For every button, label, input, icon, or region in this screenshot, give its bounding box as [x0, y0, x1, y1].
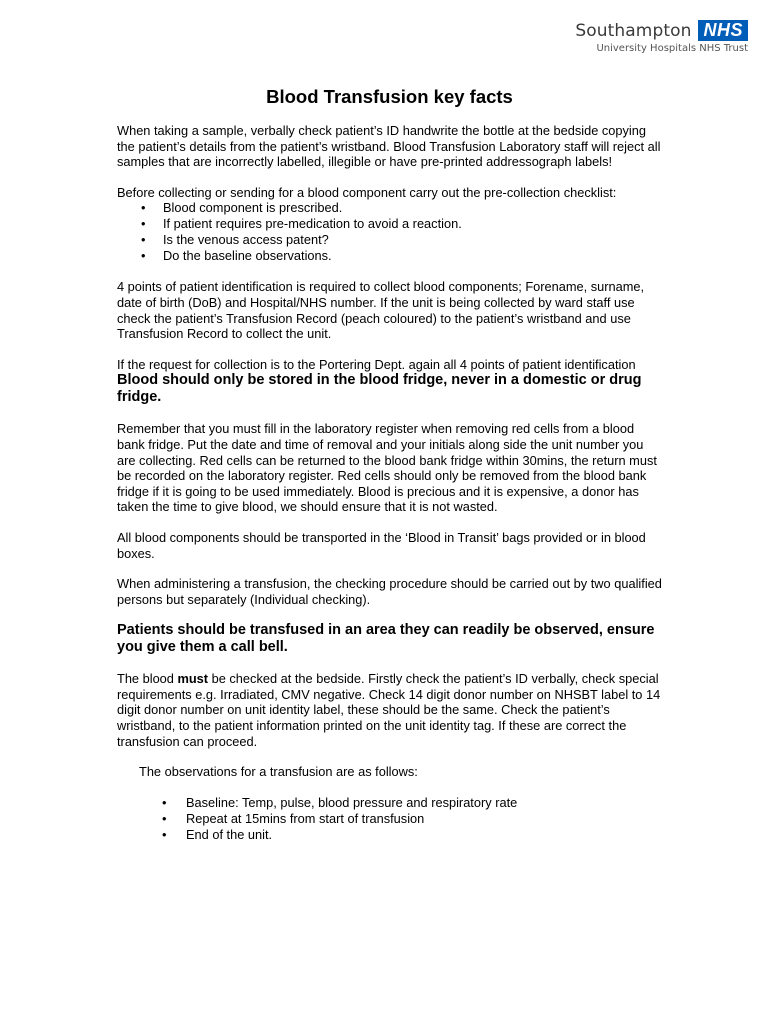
paragraph-checking: When administering a transfusion, the checking procedure should be carried out by two qualified persons but separately (Individual checking). [117, 576, 662, 607]
nhs-badge: NHS [698, 20, 748, 41]
logo-subtitle: University Hospitals NHS Trust [596, 43, 748, 54]
paragraph-observations-intro: The observations for a transfusion are as follows: [139, 764, 418, 780]
list-item: • Do the baseline observations. [117, 248, 662, 264]
paragraph-portering: If the request for collection is to the Portering Dept. again all 4 points of patient identification [117, 356, 636, 372]
bold-statement-observe: Patients should be transfused in an area they can readily be observed, ensure you give them a call bell. [117, 622, 655, 656]
paragraph-checklist-intro: Before collecting or sending for a blood component carry out the pre-collection checklist: [117, 184, 617, 200]
bold-statement-fridge: Blood should only be stored in the blood fridge, never in a domestic or drug fridge. [117, 372, 642, 406]
observations-list [117, 795, 662, 843]
checklist [117, 200, 662, 264]
list-item: • If patient requires pre-medication to avoid a reaction. [117, 216, 662, 232]
paragraph-sample: When taking a sample, verbally check patient’s ID handwrite the bottle at the bedside copying the patient’s details from the patient’s wristband. Blood Transfusion Laboratory staff will reject all samples that are incorrectly labelled, illegible or have pre-printed addressograph labels! [117, 123, 661, 170]
logo-name: Southampton [575, 20, 692, 41]
paragraph-transport: All blood components should be transported in the ‘Blood in Transit’ bags provided or in blood boxes. [117, 529, 646, 561]
list-item: • End of the unit. [117, 827, 662, 843]
list-item: • Blood component is prescribed. [117, 200, 662, 216]
document-body [117, 86, 662, 843]
paragraph-bedside-check: The blood must be checked at the bedside. Firstly check the patient’s ID verbally, check special requirements e.g. Irradiated, CMV negative. Check 14 digit donor number on NHSBT label to 14 digit donor number on unit identity label, these should be the same. Check the patient’s wristband, to the patient information printed on the unit identity tag. If these are correct the transfusion can proceed. [117, 671, 661, 749]
paragraph-identification: 4 points of patient identification is required to collect blood components; Forename, surname, date of birth (DoB) and Hospital/NHS number. If the unit is being collected by ward staff use check the patient’s Transfusion Record (peach coloured) to the patient’s wristband and use Transfusion Record to collect the unit. [117, 279, 645, 342]
list-item: • Baseline: Temp, pulse, blood pressure and respiratory rate [117, 795, 662, 811]
page-title: Blood Transfusion key facts [266, 86, 513, 107]
emphasis-must: must [177, 671, 209, 687]
list-item: • Is the venous access patent? [117, 232, 662, 248]
paragraph-register: Remember that you must fill in the laboratory register when removing red cells from a blood bank fridge. Put the date and time of removal and your initials along side the unit number you are collecting. Red cells can be returned to the blood bank fridge within 30mins, the return must be recorded on the laboratory register. Red cells should only be removed from the blood bank fridge if it is going to be used immediately. Blood is precious and it is expensive, a donor has taken the time to give blood, we should ensure that it is not wasted. [117, 421, 657, 515]
trust-logo [508, 20, 748, 54]
list-item: • Repeat at 15mins from start of transfusion [117, 811, 662, 827]
